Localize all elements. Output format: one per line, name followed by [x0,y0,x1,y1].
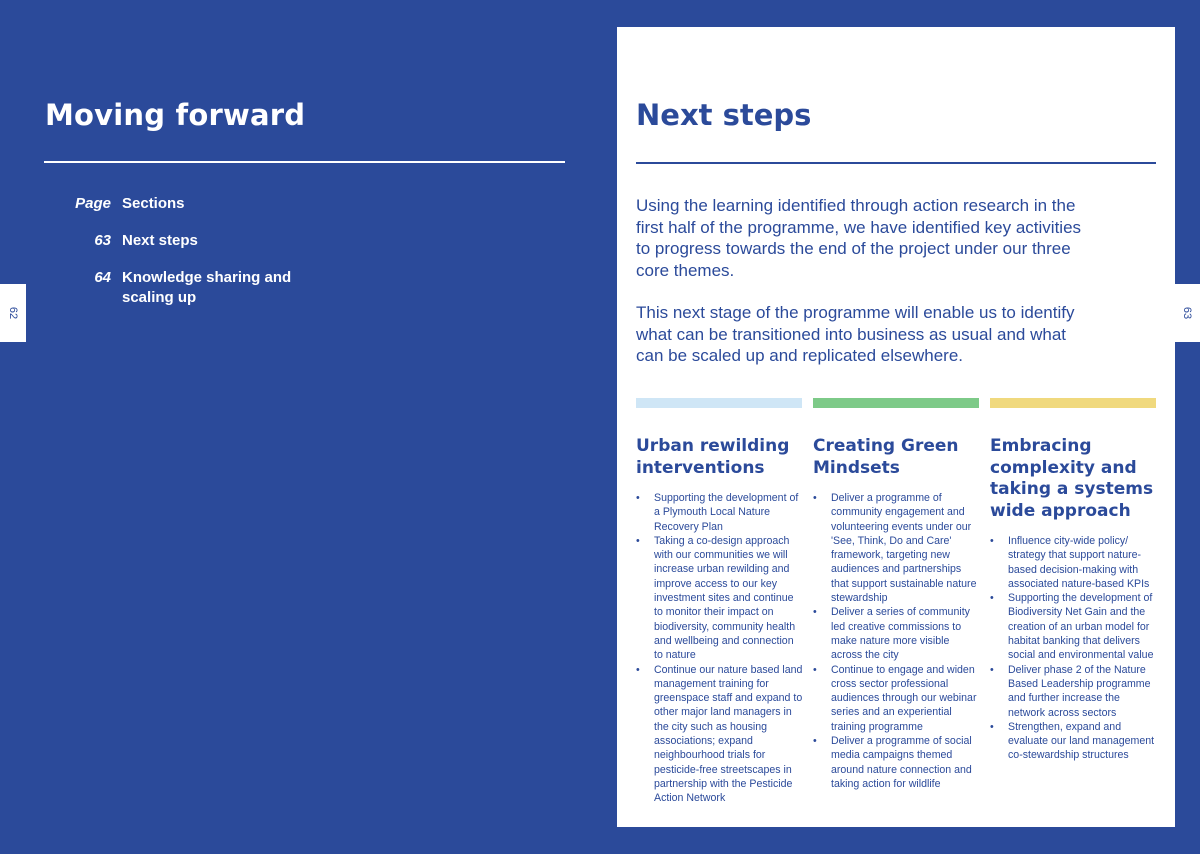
intro-paragraph: Using the learning identified through action research in the first half of the programme, we have identified key activities to progress towards the end of the project under our three core themes. [636,196,1082,280]
right-page-title: Next steps [636,98,812,132]
theme-column-systems-approach [990,436,1158,763]
theme-list [636,491,804,806]
theme-color-bar [636,398,802,408]
theme-column-green-mindsets [813,436,981,791]
list-item: • Supporting the development of a Plymouth Local Nature Recovery Plan [636,491,804,534]
theme-color-bar [990,398,1156,408]
theme-heading: Creating Green Mindsets [813,436,959,478]
list-item: • Deliver a programme of social media campaigns themed around nature connection and taking action for wildlife [813,734,981,791]
intro-paragraph: This next stage of the programme will enable us to identify what can be transitioned into business as usual and what can be scaled up and replicated elsewhere. [636,303,1075,365]
theme-heading: Embracing complexity and taking a systems wide approach [990,436,1154,521]
toc-header-sections: Sections [122,195,185,212]
theme-list [990,534,1158,763]
toc-item-label: Next steps [122,232,198,249]
theme-color-bar [813,398,979,408]
theme-list [813,491,981,791]
toc-item-label: Knowledge sharing and scaling up [122,269,292,306]
toc-item-page-number: 63 [94,232,111,249]
toc-item[interactable] [70,231,322,251]
table-of-contents [70,194,322,325]
page-number-left: 62 [7,306,19,320]
list-item: • Supporting the development of Biodiversity Net Gain and the creation of an urban model for habitat banking that delivers social and environmental value [990,591,1158,662]
theme-column-urban-rewilding [636,436,804,806]
toc-item[interactable] [70,268,322,308]
theme-heading: Urban rewilding interventions [636,436,790,478]
right-page [617,27,1175,827]
page-number-right: 63 [1181,306,1193,320]
list-item: • Deliver a series of community led creative commissions to make nature more visible across the city [813,605,981,662]
right-title-rule [636,162,1156,164]
list-item: • Influence city-wide policy/ strategy that support nature-based decision-making with associated nature-based KPIs [990,534,1158,591]
list-item: • Strengthen, expand and evaluate our land management co-stewardship structures [990,720,1158,763]
toc-header [70,194,322,214]
toc-header-page: Page [75,195,111,212]
page-number-tab-right [1174,284,1200,342]
intro-text [636,195,1086,388]
list-item: • Taking a co-design approach with our communities we will increase urban rewilding and improve access to our key investment sites and continue to monitor their impact on biodiversity, community health and wellbeing and connection to nature [636,534,804,663]
toc-item-page-number: 64 [94,269,111,286]
page-number-tab-left [0,284,26,342]
list-item: • Deliver a programme of community engagement and volunteering events under our 'See, Think, Do and Care' framework, targeting new audiences and partnerships that support sustainable nature stewardship [813,491,981,605]
list-item: • Continue to engage and widen cross sector professional audiences through our webinar series and an experiential training programme [813,663,981,734]
list-item: • Deliver phase 2 of the Nature Based Leadership programme and further increase the network across sectors [990,663,1158,720]
left-title-rule [44,161,565,163]
list-item: • Continue our nature based land management training for greenspace staff and expand to other major land managers in the city such as housing associations; expand neighbourhood trials for pesticide-free streetscapes in partnership with the Pesticide Action Network [636,663,804,806]
left-page-title: Moving forward [45,98,306,132]
